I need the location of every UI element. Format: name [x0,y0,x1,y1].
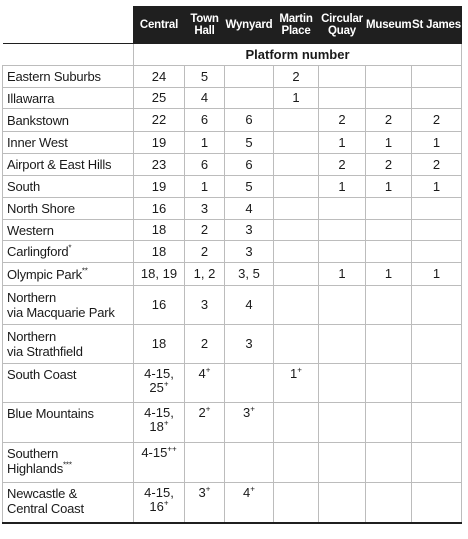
line-name: Olympic Park** [3,263,134,286]
platform-cell: 1 [319,263,366,286]
line-name: South [3,176,134,198]
platform-cell [366,325,412,364]
platform-cell: 24 [134,66,185,88]
platform-cell [366,403,412,443]
platform-cell: 4-15, 25+ [134,364,185,403]
platform-cell: 1 [319,176,366,198]
platform-cell: 4 [225,198,274,220]
subheader-row [3,44,462,66]
platform-cell: 3, 5 [225,263,274,286]
platform-cell: 23 [134,154,185,176]
line-name: Western [3,220,134,241]
line-name: Eastern Suburbs [3,66,134,88]
platform-cell [319,286,366,325]
platform-cell [274,286,319,325]
platform-cell [366,286,412,325]
table-row [3,132,462,154]
platform-cell: 19 [134,176,185,198]
footnote-mark: * [68,243,72,253]
platform-cell: 1 [366,132,412,154]
platform-cell [225,88,274,109]
platform-cell: 1+ [274,364,319,403]
platform-cell [274,263,319,286]
platform-cell [366,88,412,109]
table-row [3,220,462,241]
platform-cell: 2 [412,154,462,176]
platform-cell: 4-15++ [134,443,185,483]
platform-cell: 4-15, 18+ [134,403,185,443]
line-name: Newcastle & Central Coast [3,483,134,523]
platform-cell: 2 [185,220,225,241]
line-name: Northern via Strathfield [3,325,134,364]
platform-cell [366,220,412,241]
platform-cell: 3 [225,241,274,263]
table-row [3,198,462,220]
line-name: South Coast [3,364,134,403]
platform-cell: 1 [366,263,412,286]
platform-cell: 4-15, 16+ [134,483,185,523]
platform-cell: 2 [366,109,412,132]
table-row [3,483,462,523]
platform-cell [412,220,462,241]
table-row [3,66,462,88]
platform-cell [366,364,412,403]
table-row [3,325,462,364]
platform-cell [274,198,319,220]
platform-cell [366,443,412,483]
platform-cell: 2 [274,66,319,88]
platform-cell [225,66,274,88]
col-header-st-james: St James [412,7,462,44]
platform-cell [412,325,462,364]
platform-cell [274,154,319,176]
platform-cell: 2 [319,109,366,132]
platform-cell [274,220,319,241]
line-name: Northern via Macquarie Park [3,286,134,325]
platform-cell: 22 [134,109,185,132]
platform-cell: 6 [225,154,274,176]
line-name: Blue Mountains [3,403,134,443]
col-header-central: Central [134,7,185,44]
platform-cell: 2 [412,109,462,132]
platform-cell [225,443,274,483]
platform-cell [274,483,319,523]
platform-cell [319,403,366,443]
platform-cell [412,241,462,263]
platform-cell [274,403,319,443]
table-row [3,443,462,483]
platform-cell: 1 [185,132,225,154]
platform-number-label: Platform number [134,44,462,66]
platform-cell [412,198,462,220]
platform-cell [412,286,462,325]
col-header-circular-quay: Circular Quay [319,7,366,44]
platform-cell [274,109,319,132]
platform-cell: 16 [134,198,185,220]
platform-cell [319,241,366,263]
platform-cell: 19 [134,132,185,154]
platform-cell: 2 [185,325,225,364]
platform-cell [366,483,412,523]
platform-cell [274,443,319,483]
platform-cell: 2+ [185,403,225,443]
platform-cell: 4+ [185,364,225,403]
platform-cell: 1 [412,263,462,286]
platform-cell [319,443,366,483]
line-name: North Shore [3,198,134,220]
platform-cell: 4 [185,88,225,109]
platform-cell [225,364,274,403]
platform-cell: 1 [274,88,319,109]
platform-cell: 3 [185,286,225,325]
platform-cell [319,483,366,523]
footnote-mark: ** [81,266,88,276]
footnote-mark: *** [63,460,72,470]
platform-cell: 18, 19 [134,263,185,286]
col-header-martin-place: Martin Place [274,7,319,44]
platform-cell: 18 [134,220,185,241]
platform-cell: 25 [134,88,185,109]
platform-cell: 5 [185,66,225,88]
platform-cell [274,325,319,364]
platform-cell: 4 [225,286,274,325]
platform-cell: 3+ [185,483,225,523]
platform-cell: 3+ [225,403,274,443]
platform-cell [319,66,366,88]
table-row [3,109,462,132]
platform-cell: 3 [185,198,225,220]
table-row [3,154,462,176]
line-name: Inner West [3,132,134,154]
header-row [3,7,462,44]
table-row [3,88,462,109]
platform-cell [319,364,366,403]
platform-cell: 6 [185,154,225,176]
col-header-museum: Museum [366,7,412,44]
platform-cell [412,483,462,523]
platform-cell: 6 [225,109,274,132]
platform-cell: 1 [366,176,412,198]
platform-cell [319,220,366,241]
col-header-town-hall: Town Hall [185,7,225,44]
platform-table [2,6,462,524]
line-name: Southern Highlands*** [3,443,134,483]
table-row [3,364,462,403]
platform-cell: 1 [412,176,462,198]
platform-cell: 3 [225,325,274,364]
platform-cell [319,198,366,220]
platform-cell [366,198,412,220]
table-row [3,176,462,198]
platform-cell: 1 [185,176,225,198]
platform-cell [274,176,319,198]
table-row [3,403,462,443]
line-name: Bankstown [3,109,134,132]
platform-cell: 6 [185,109,225,132]
platform-cell [319,325,366,364]
platform-cell [319,88,366,109]
table-row [3,286,462,325]
platform-cell: 1, 2 [185,263,225,286]
header-corner [3,7,134,44]
platform-cell: 4+ [225,483,274,523]
platform-cell [412,66,462,88]
line-name: Carlingford* [3,241,134,263]
platform-cell: 1 [319,132,366,154]
table-row [3,263,462,286]
platform-cell [366,241,412,263]
platform-cell [274,241,319,263]
platform-cell [412,88,462,109]
platform-cell: 16 [134,286,185,325]
line-name: Illawarra [3,88,134,109]
platform-cell [412,443,462,483]
platform-cell: 5 [225,176,274,198]
line-name: Airport & East Hills [3,154,134,176]
platform-cell: 18 [134,241,185,263]
platform-cell: 1 [412,132,462,154]
platform-cell [366,66,412,88]
platform-cell: 5 [225,132,274,154]
table-row [3,241,462,263]
platform-cell [185,443,225,483]
platform-cell: 2 [185,241,225,263]
platform-cell: 2 [366,154,412,176]
col-header-wynyard: Wynyard [225,7,274,44]
platform-cell: 2 [319,154,366,176]
platform-cell: 3 [225,220,274,241]
platform-cell: 18 [134,325,185,364]
platform-cell [274,132,319,154]
platform-cell [412,364,462,403]
platform-cell [412,403,462,443]
